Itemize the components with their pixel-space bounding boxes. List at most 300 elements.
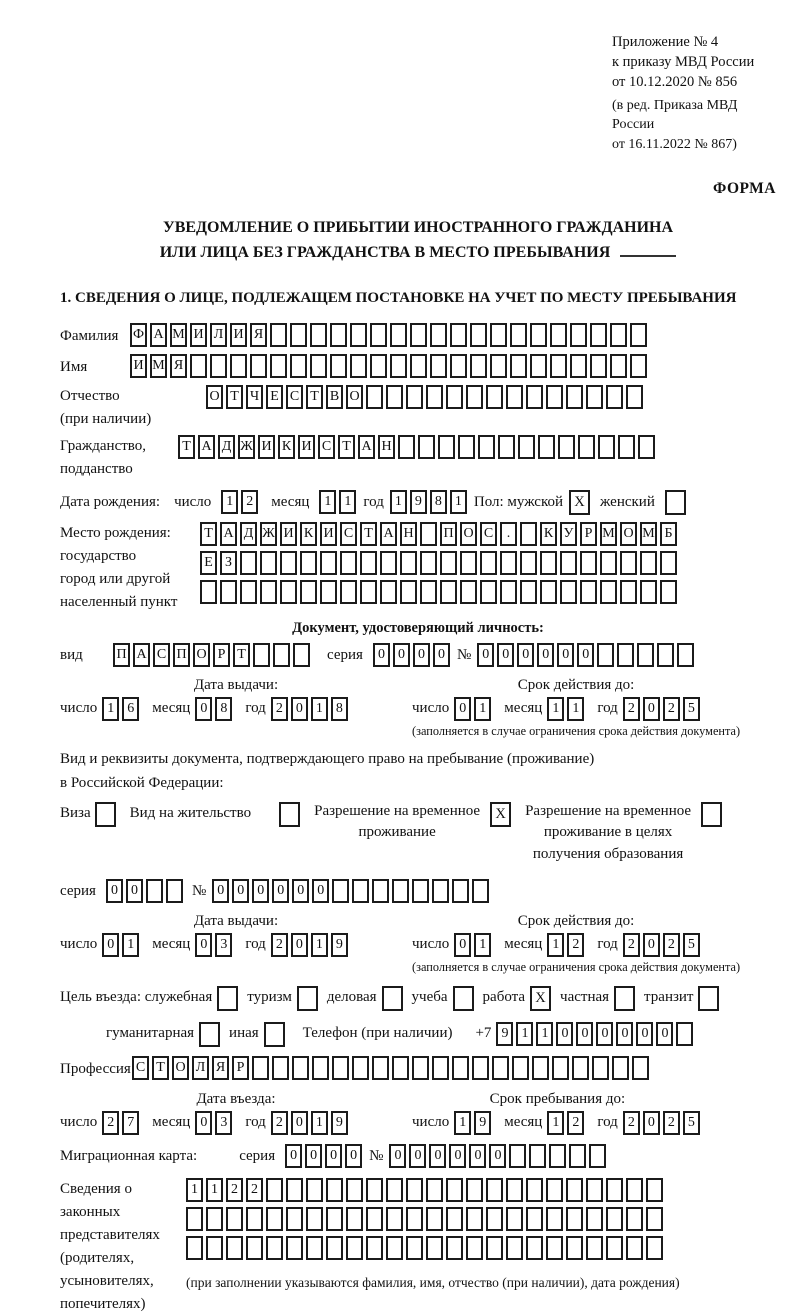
- char-cell[interactable]: [586, 1178, 603, 1202]
- char-cell[interactable]: 0: [477, 643, 494, 667]
- char-cell[interactable]: [420, 580, 437, 604]
- char-cell[interactable]: [600, 551, 617, 575]
- char-cell[interactable]: [330, 323, 347, 347]
- char-cell[interactable]: 9: [410, 490, 427, 514]
- char-cell[interactable]: Я: [212, 1056, 229, 1080]
- char-cell[interactable]: [166, 879, 183, 903]
- char-cell[interactable]: А: [150, 323, 167, 347]
- char-cell[interactable]: И: [230, 323, 247, 347]
- char-cell[interactable]: [386, 1236, 403, 1260]
- char-cell[interactable]: [246, 1236, 263, 1260]
- char-cell[interactable]: [598, 435, 615, 459]
- char-cell[interactable]: [566, 1178, 583, 1202]
- char-cell[interactable]: [589, 1144, 606, 1168]
- char-cell[interactable]: [500, 580, 517, 604]
- char-cell[interactable]: [250, 354, 267, 378]
- char-cell[interactable]: 1: [319, 490, 336, 514]
- char-cell[interactable]: 1: [547, 1111, 564, 1135]
- char-cell[interactable]: [186, 1236, 203, 1260]
- char-cell[interactable]: [586, 385, 603, 409]
- char-cell[interactable]: [350, 323, 367, 347]
- char-cell[interactable]: О: [620, 522, 637, 546]
- char-cell[interactable]: [546, 385, 563, 409]
- char-cell[interactable]: И: [320, 522, 337, 546]
- char-cell[interactable]: М: [170, 323, 187, 347]
- char-cell[interactable]: 0: [537, 643, 554, 667]
- char-cell[interactable]: 0: [325, 1144, 342, 1168]
- char-cell[interactable]: 1: [536, 1022, 553, 1046]
- char-cell[interactable]: [466, 1178, 483, 1202]
- char-cell[interactable]: 0: [291, 697, 308, 721]
- char-cell[interactable]: [310, 354, 327, 378]
- char-cell[interactable]: [332, 879, 349, 903]
- char-cell[interactable]: [546, 1207, 563, 1231]
- char-cell[interactable]: [630, 354, 647, 378]
- char-cell[interactable]: 5: [683, 933, 700, 957]
- char-cell[interactable]: [290, 323, 307, 347]
- char-cell[interactable]: 8: [215, 697, 232, 721]
- char-cell[interactable]: [460, 551, 477, 575]
- char-cell[interactable]: [570, 323, 587, 347]
- char-cell[interactable]: Н: [378, 435, 395, 459]
- char-cell[interactable]: 1: [102, 697, 119, 721]
- char-cell[interactable]: [380, 580, 397, 604]
- char-cell[interactable]: 2: [567, 933, 584, 957]
- char-cell[interactable]: [520, 580, 537, 604]
- char-cell[interactable]: 0: [454, 697, 471, 721]
- char-cell[interactable]: 0: [389, 1144, 406, 1168]
- char-cell[interactable]: 0: [345, 1144, 362, 1168]
- char-cell[interactable]: Ж: [238, 435, 255, 459]
- char-cell[interactable]: 0: [656, 1022, 673, 1046]
- char-cell[interactable]: [392, 1056, 409, 1080]
- char-cell[interactable]: [540, 551, 557, 575]
- char-cell[interactable]: 2: [226, 1178, 243, 1202]
- char-cell[interactable]: 1: [474, 933, 491, 957]
- char-cell[interactable]: 3: [215, 1111, 232, 1135]
- char-cell[interactable]: 1: [206, 1178, 223, 1202]
- char-cell[interactable]: [620, 580, 637, 604]
- purpose-tourism-checkbox[interactable]: [297, 986, 318, 1011]
- char-cell[interactable]: Н: [400, 522, 417, 546]
- char-cell[interactable]: [500, 551, 517, 575]
- char-cell[interactable]: [346, 1178, 363, 1202]
- char-cell[interactable]: [540, 580, 557, 604]
- char-cell[interactable]: [270, 323, 287, 347]
- char-cell[interactable]: М: [640, 522, 657, 546]
- char-cell[interactable]: [380, 551, 397, 575]
- char-cell[interactable]: [600, 580, 617, 604]
- char-cell[interactable]: [332, 1056, 349, 1080]
- char-cell[interactable]: [366, 1178, 383, 1202]
- char-cell[interactable]: [590, 354, 607, 378]
- char-cell[interactable]: 2: [271, 1111, 288, 1135]
- purpose-private-checkbox[interactable]: [614, 986, 635, 1011]
- char-cell[interactable]: [186, 1207, 203, 1231]
- char-cell[interactable]: К: [278, 435, 295, 459]
- char-cell[interactable]: 0: [497, 643, 514, 667]
- char-cell[interactable]: [590, 323, 607, 347]
- char-cell[interactable]: А: [380, 522, 397, 546]
- char-cell[interactable]: [272, 1056, 289, 1080]
- char-cell[interactable]: [626, 1207, 643, 1231]
- char-cell[interactable]: Р: [232, 1056, 249, 1080]
- char-cell[interactable]: [340, 580, 357, 604]
- char-cell[interactable]: Р: [213, 643, 230, 667]
- char-cell[interactable]: [260, 580, 277, 604]
- char-cell[interactable]: И: [298, 435, 315, 459]
- char-cell[interactable]: [617, 643, 634, 667]
- char-cell[interactable]: [226, 1207, 243, 1231]
- char-cell[interactable]: [530, 323, 547, 347]
- char-cell[interactable]: Е: [200, 551, 217, 575]
- char-cell[interactable]: О: [206, 385, 223, 409]
- char-cell[interactable]: Т: [152, 1056, 169, 1080]
- purpose-other-checkbox[interactable]: [264, 1022, 285, 1047]
- char-cell[interactable]: 0: [643, 697, 660, 721]
- char-cell[interactable]: [606, 1178, 623, 1202]
- char-cell[interactable]: П: [113, 643, 130, 667]
- char-cell[interactable]: С: [286, 385, 303, 409]
- char-cell[interactable]: Ч: [246, 385, 263, 409]
- char-cell[interactable]: [460, 580, 477, 604]
- char-cell[interactable]: 0: [291, 1111, 308, 1135]
- char-cell[interactable]: [390, 354, 407, 378]
- char-cell[interactable]: 0: [636, 1022, 653, 1046]
- char-cell[interactable]: 0: [305, 1144, 322, 1168]
- char-cell[interactable]: [580, 551, 597, 575]
- char-cell[interactable]: [529, 1144, 546, 1168]
- char-cell[interactable]: [626, 1178, 643, 1202]
- char-cell[interactable]: [418, 435, 435, 459]
- char-cell[interactable]: [300, 551, 317, 575]
- char-cell[interactable]: [640, 551, 657, 575]
- char-cell[interactable]: 0: [643, 1111, 660, 1135]
- char-cell[interactable]: С: [340, 522, 357, 546]
- char-cell[interactable]: Т: [200, 522, 217, 546]
- char-cell[interactable]: [610, 323, 627, 347]
- char-cell[interactable]: [572, 1056, 589, 1080]
- char-cell[interactable]: 9: [474, 1111, 491, 1135]
- char-cell[interactable]: [210, 354, 227, 378]
- char-cell[interactable]: [506, 385, 523, 409]
- char-cell[interactable]: [293, 643, 310, 667]
- char-cell[interactable]: 2: [241, 490, 258, 514]
- char-cell[interactable]: [518, 435, 535, 459]
- char-cell[interactable]: [458, 435, 475, 459]
- char-cell[interactable]: [646, 1207, 663, 1231]
- char-cell[interactable]: [372, 879, 389, 903]
- char-cell[interactable]: [586, 1207, 603, 1231]
- char-cell[interactable]: [626, 1236, 643, 1260]
- char-cell[interactable]: Д: [218, 435, 235, 459]
- purpose-official-checkbox[interactable]: [217, 986, 238, 1011]
- purpose-study-checkbox[interactable]: [453, 986, 474, 1011]
- char-cell[interactable]: [552, 1056, 569, 1080]
- char-cell[interactable]: 0: [517, 643, 534, 667]
- char-cell[interactable]: И: [190, 323, 207, 347]
- char-cell[interactable]: А: [198, 435, 215, 459]
- char-cell[interactable]: [560, 551, 577, 575]
- char-cell[interactable]: 2: [663, 1111, 680, 1135]
- char-cell[interactable]: [190, 354, 207, 378]
- char-cell[interactable]: [632, 1056, 649, 1080]
- char-cell[interactable]: С: [318, 435, 335, 459]
- char-cell[interactable]: 1: [390, 490, 407, 514]
- char-cell[interactable]: [610, 354, 627, 378]
- char-cell[interactable]: 6: [122, 697, 139, 721]
- char-cell[interactable]: Р: [580, 522, 597, 546]
- char-cell[interactable]: [570, 354, 587, 378]
- char-cell[interactable]: 2: [567, 1111, 584, 1135]
- char-cell[interactable]: 1: [516, 1022, 533, 1046]
- char-cell[interactable]: [452, 879, 469, 903]
- char-cell[interactable]: 0: [577, 643, 594, 667]
- char-cell[interactable]: [420, 551, 437, 575]
- char-cell[interactable]: 1: [311, 933, 328, 957]
- char-cell[interactable]: Д: [240, 522, 257, 546]
- char-cell[interactable]: [520, 522, 537, 546]
- char-cell[interactable]: А: [358, 435, 375, 459]
- char-cell[interactable]: [370, 323, 387, 347]
- char-cell[interactable]: [406, 1207, 423, 1231]
- char-cell[interactable]: [558, 435, 575, 459]
- char-cell[interactable]: [566, 385, 583, 409]
- char-cell[interactable]: [566, 1207, 583, 1231]
- char-cell[interactable]: 8: [331, 697, 348, 721]
- char-cell[interactable]: И: [280, 522, 297, 546]
- char-cell[interactable]: 1: [311, 697, 328, 721]
- char-cell[interactable]: Т: [360, 522, 377, 546]
- char-cell[interactable]: [390, 323, 407, 347]
- char-cell[interactable]: 5: [683, 1111, 700, 1135]
- char-cell[interactable]: [146, 879, 163, 903]
- char-cell[interactable]: [640, 580, 657, 604]
- char-cell[interactable]: [360, 551, 377, 575]
- char-cell[interactable]: 2: [271, 933, 288, 957]
- char-cell[interactable]: Я: [250, 323, 267, 347]
- char-cell[interactable]: И: [130, 354, 147, 378]
- char-cell[interactable]: [266, 1236, 283, 1260]
- char-cell[interactable]: 0: [285, 1144, 302, 1168]
- char-cell[interactable]: Т: [306, 385, 323, 409]
- char-cell[interactable]: [370, 354, 387, 378]
- char-cell[interactable]: К: [540, 522, 557, 546]
- char-cell[interactable]: 0: [413, 643, 430, 667]
- char-cell[interactable]: [392, 879, 409, 903]
- char-cell[interactable]: [412, 879, 429, 903]
- char-cell[interactable]: [406, 385, 423, 409]
- char-cell[interactable]: [486, 1236, 503, 1260]
- char-cell[interactable]: [612, 1056, 629, 1080]
- char-cell[interactable]: И: [258, 435, 275, 459]
- char-cell[interactable]: 9: [331, 1111, 348, 1135]
- char-cell[interactable]: [326, 1236, 343, 1260]
- char-cell[interactable]: [470, 354, 487, 378]
- char-cell[interactable]: 1: [311, 1111, 328, 1135]
- char-cell[interactable]: [498, 435, 515, 459]
- char-cell[interactable]: [326, 1207, 343, 1231]
- char-cell[interactable]: 2: [663, 933, 680, 957]
- char-cell[interactable]: [426, 1207, 443, 1231]
- char-cell[interactable]: [432, 1056, 449, 1080]
- char-cell[interactable]: [306, 1236, 323, 1260]
- char-cell[interactable]: [290, 354, 307, 378]
- char-cell[interactable]: 2: [271, 697, 288, 721]
- char-cell[interactable]: [410, 354, 427, 378]
- char-cell[interactable]: [486, 1207, 503, 1231]
- char-cell[interactable]: [320, 551, 337, 575]
- char-cell[interactable]: [512, 1056, 529, 1080]
- char-cell[interactable]: 0: [557, 643, 574, 667]
- char-cell[interactable]: [486, 1178, 503, 1202]
- char-cell[interactable]: [578, 435, 595, 459]
- char-cell[interactable]: 1: [454, 1111, 471, 1135]
- char-cell[interactable]: [206, 1207, 223, 1231]
- char-cell[interactable]: 8: [430, 490, 447, 514]
- char-cell[interactable]: [526, 1207, 543, 1231]
- char-cell[interactable]: [569, 1144, 586, 1168]
- char-cell[interactable]: [638, 435, 655, 459]
- char-cell[interactable]: 0: [373, 643, 390, 667]
- char-cell[interactable]: У: [560, 522, 577, 546]
- char-cell[interactable]: 1: [474, 697, 491, 721]
- char-cell[interactable]: 0: [433, 643, 450, 667]
- char-cell[interactable]: 0: [596, 1022, 613, 1046]
- purpose-work-checkbox[interactable]: X: [530, 986, 551, 1011]
- char-cell[interactable]: [366, 385, 383, 409]
- char-cell[interactable]: Т: [226, 385, 243, 409]
- char-cell[interactable]: [546, 1236, 563, 1260]
- purpose-business-checkbox[interactable]: [382, 986, 403, 1011]
- char-cell[interactable]: [618, 435, 635, 459]
- char-cell[interactable]: [420, 522, 437, 546]
- char-cell[interactable]: [292, 1056, 309, 1080]
- char-cell[interactable]: 0: [291, 933, 308, 957]
- char-cell[interactable]: [366, 1236, 383, 1260]
- char-cell[interactable]: [580, 580, 597, 604]
- char-cell[interactable]: В: [326, 385, 343, 409]
- visa-checkbox[interactable]: [95, 802, 116, 827]
- char-cell[interactable]: Т: [233, 643, 250, 667]
- temp-residence-edu-checkbox[interactable]: [701, 802, 722, 827]
- char-cell[interactable]: М: [600, 522, 617, 546]
- char-cell[interactable]: [306, 1207, 323, 1231]
- char-cell[interactable]: [550, 323, 567, 347]
- char-cell[interactable]: 1: [122, 933, 139, 957]
- char-cell[interactable]: [246, 1207, 263, 1231]
- char-cell[interactable]: Т: [338, 435, 355, 459]
- char-cell[interactable]: 1: [221, 490, 238, 514]
- char-cell[interactable]: [350, 354, 367, 378]
- char-cell[interactable]: [346, 1207, 363, 1231]
- char-cell[interactable]: 0: [449, 1144, 466, 1168]
- char-cell[interactable]: [446, 1236, 463, 1260]
- char-cell[interactable]: С: [153, 643, 170, 667]
- char-cell[interactable]: А: [220, 522, 237, 546]
- char-cell[interactable]: О: [346, 385, 363, 409]
- char-cell[interactable]: [626, 385, 643, 409]
- char-cell[interactable]: [406, 1178, 423, 1202]
- char-cell[interactable]: [326, 1178, 343, 1202]
- char-cell[interactable]: [478, 435, 495, 459]
- char-cell[interactable]: [450, 323, 467, 347]
- char-cell[interactable]: [506, 1236, 523, 1260]
- char-cell[interactable]: 0: [489, 1144, 506, 1168]
- char-cell[interactable]: [466, 1236, 483, 1260]
- char-cell[interactable]: О: [460, 522, 477, 546]
- residence-permit-checkbox[interactable]: [279, 802, 300, 827]
- char-cell[interactable]: [446, 1178, 463, 1202]
- char-cell[interactable]: 2: [623, 697, 640, 721]
- char-cell[interactable]: [480, 551, 497, 575]
- char-cell[interactable]: С: [132, 1056, 149, 1080]
- temp-residence-checkbox[interactable]: X: [490, 802, 511, 827]
- char-cell[interactable]: 2: [102, 1111, 119, 1135]
- char-cell[interactable]: [450, 354, 467, 378]
- char-cell[interactable]: [270, 354, 287, 378]
- char-cell[interactable]: З: [220, 551, 237, 575]
- char-cell[interactable]: [226, 1236, 243, 1260]
- char-cell[interactable]: [526, 1236, 543, 1260]
- char-cell[interactable]: [273, 643, 290, 667]
- char-cell[interactable]: К: [300, 522, 317, 546]
- char-cell[interactable]: [676, 1022, 693, 1046]
- char-cell[interactable]: [240, 580, 257, 604]
- char-cell[interactable]: 0: [102, 933, 119, 957]
- char-cell[interactable]: [240, 551, 257, 575]
- sex-male-checkbox[interactable]: X: [569, 490, 590, 515]
- char-cell[interactable]: [506, 1207, 523, 1231]
- char-cell[interactable]: [426, 1236, 443, 1260]
- char-cell[interactable]: [660, 551, 677, 575]
- char-cell[interactable]: [660, 580, 677, 604]
- char-cell[interactable]: П: [173, 643, 190, 667]
- char-cell[interactable]: [280, 580, 297, 604]
- char-cell[interactable]: [606, 1236, 623, 1260]
- char-cell[interactable]: 2: [623, 1111, 640, 1135]
- char-cell[interactable]: [646, 1236, 663, 1260]
- char-cell[interactable]: [677, 643, 694, 667]
- char-cell[interactable]: [549, 1144, 566, 1168]
- char-cell[interactable]: [440, 580, 457, 604]
- char-cell[interactable]: 0: [126, 879, 143, 903]
- char-cell[interactable]: [586, 1236, 603, 1260]
- char-cell[interactable]: [546, 1178, 563, 1202]
- char-cell[interactable]: [352, 879, 369, 903]
- char-cell[interactable]: [520, 551, 537, 575]
- char-cell[interactable]: [410, 323, 427, 347]
- char-cell[interactable]: [446, 1207, 463, 1231]
- char-cell[interactable]: П: [440, 522, 457, 546]
- char-cell[interactable]: [252, 1056, 269, 1080]
- char-cell[interactable]: 1: [547, 933, 564, 957]
- char-cell[interactable]: [386, 1207, 403, 1231]
- char-cell[interactable]: Ф: [130, 323, 147, 347]
- char-cell[interactable]: 0: [195, 697, 212, 721]
- char-cell[interactable]: [532, 1056, 549, 1080]
- char-cell[interactable]: [560, 580, 577, 604]
- char-cell[interactable]: [306, 1178, 323, 1202]
- char-cell[interactable]: [286, 1207, 303, 1231]
- char-cell[interactable]: [440, 551, 457, 575]
- char-cell[interactable]: [280, 551, 297, 575]
- char-cell[interactable]: [526, 385, 543, 409]
- char-cell[interactable]: [490, 354, 507, 378]
- char-cell[interactable]: [480, 580, 497, 604]
- char-cell[interactable]: [406, 1236, 423, 1260]
- char-cell[interactable]: [360, 580, 377, 604]
